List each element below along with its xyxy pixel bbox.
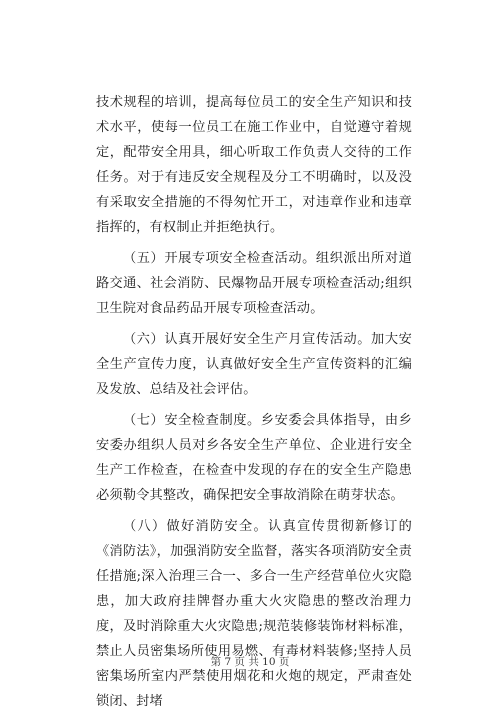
paragraph-5: （八）做好消防安全。认真宣传贯彻新修订的《消防法》，加强消防安全监督，落实各项消防安全责任措施;深入治理三合一、多合一生产经营单位火灾隐患，加大政府挂牌督办重大火灾隐患的整改治理力度，及时消除重大火灾隐患;规范装修装饰材料标准，禁止人员密集场所使用易燃、有毒材料装修;坚持人员密集场所室内严禁使用烟花和火炮的规定，严肃查处锁闭、封堵 [96,519,412,709]
paragraph-2: （五）开展专项安全检查活动。组织派出所对道路交通、社会消防、民爆物品开展专项检查活动;组织卫生院对食品药品开展专项检查活动。 [96,251,412,316]
paragraph-1: 技术规程的培训，提高每位员工的安全生产知识和技术水平，使每一位员工在施工作业中，自觉遵守着规定，配带安全用具，细心听取工作负责人交待的工作任务。对于有违反安全规程及分工不明确时，以及没有采取安全措施的不得匆忙开工，对违章作业和违章指挥的，有权制止并拒绝执行。 [96,95,412,235]
page-footer: 第 7 页 共 10 页 [210,656,290,668]
paragraph-4: （七）安全检查制度。乡安委会具体指导，由乡安委办组织人员对乡各安全生产单位、企业进行安全生产工作检查，在检查中发现的存在的安全生产隐患必须勒令其整改，确保把安全事故消除在萌芽状态。 [96,413,412,503]
document-body [96,90,412,720]
paragraph-3: （六）认真开展好安全生产月宣传活动。加大安全生产宣传力度，认真做好安全生产宣传资料的汇编及发放、总结及社会评估。 [96,332,412,397]
